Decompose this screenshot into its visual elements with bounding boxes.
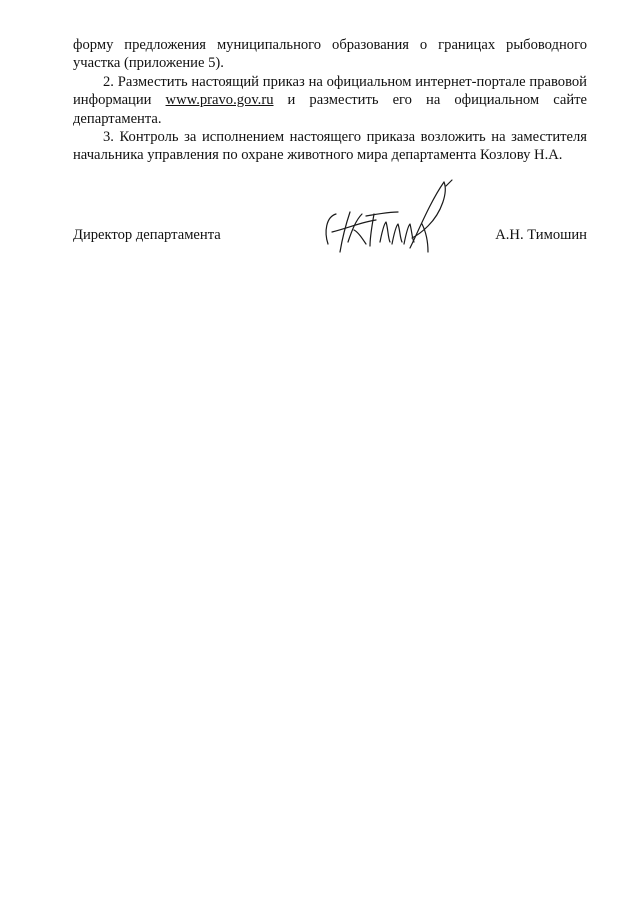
paragraph-1-text: форму предложения муниципального образования о границах рыбоводного участка (приложение 5). (73, 37, 587, 72)
paragraph-1 (73, 36, 587, 73)
paragraph-2 (73, 73, 587, 128)
document-body (73, 36, 587, 165)
paragraph-2-text-end: и разместить его на официальном сайте департамента. (73, 92, 587, 127)
signatory-name: А.Н. Тимошин (495, 227, 587, 243)
pravo-link[interactable]: www.pravo.gov.ru (165, 92, 274, 109)
paragraph-3 (73, 128, 587, 165)
paragraph-2-text-start: 2. Разместить настоящий приказ на официальном интернет-портале правовой информации (73, 73, 587, 109)
handwritten-signature (318, 172, 468, 262)
paragraph-3-text: 3. Контроль за исполнением настоящего приказа возложить на заместителя начальника управления по охране животного мира департамента Козлову Н.А. (73, 129, 587, 164)
signatory-title: Директор департамента (73, 227, 221, 243)
